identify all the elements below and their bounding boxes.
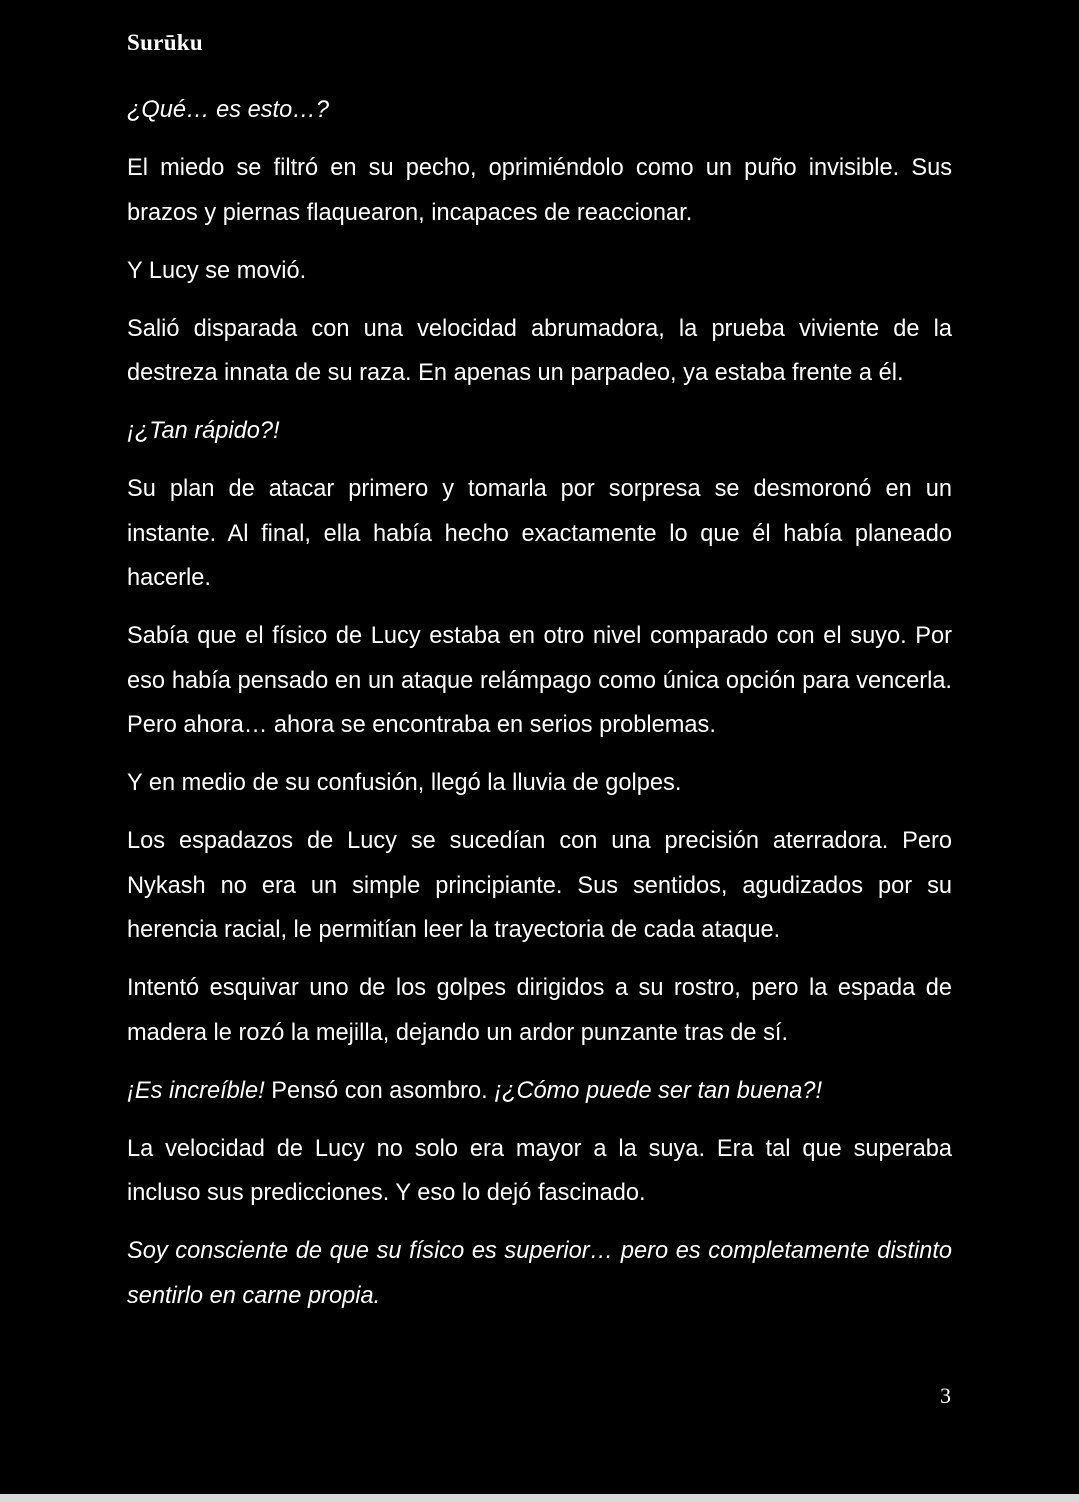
paragraph-12 xyxy=(127,1127,952,1216)
paragraph-text: Salió disparada con una velocidad abrumadora, la prueba viviente de la destreza innata de su raza. En apenas un parpadeo, ya estaba frente a él. xyxy=(127,315,952,386)
paragraph-2 xyxy=(127,146,952,235)
body-text xyxy=(127,88,952,1332)
paragraph-7 xyxy=(127,614,952,748)
paragraph-5 xyxy=(127,409,952,454)
paragraph-text: Los espadazos de Lucy se sucedían con una precisión aterradora. Pero Nykash no era un simple principiante. Sus sentidos, agudizados por su herencia racial, le permitían leer la trayectoria de cada ataque. xyxy=(127,828,952,943)
italic-thought: ¿Qué… es esto…? xyxy=(127,97,329,123)
paragraph-text: La velocidad de Lucy no solo era mayor a la suya. Era tal que superaba incluso sus predicciones. Y eso lo dejó fascinado. xyxy=(127,1135,952,1206)
paragraph-text: Intentó esquivar uno de los golpes dirigidos a su rostro, pero la espada de madera le rozó la mejilla, dejando un ardor punzante tras de sí. xyxy=(127,975,952,1046)
paragraph-13 xyxy=(127,1229,952,1318)
italic-thought: ¡Es increíble! xyxy=(127,1077,265,1104)
paragraph-6 xyxy=(127,467,952,601)
paragraph-text: Y Lucy se movió. xyxy=(127,257,307,284)
page-number: 3 xyxy=(940,1383,951,1408)
paragraph-text: Y en medio de su confusión, llegó la lluvia de golpes. xyxy=(127,770,682,796)
paragraph-10 xyxy=(127,966,952,1055)
running-header: Surūku xyxy=(127,30,203,55)
paragraph-11 xyxy=(127,1069,952,1114)
italic-thought: Soy consciente de que su físico es superior… pero es completamente distinto sentirlo en carne propia. xyxy=(127,1238,952,1309)
paragraph-4 xyxy=(127,307,952,396)
paragraph-9 xyxy=(127,819,952,953)
paragraph-text: Su plan de atacar primero y tomarla por sorpresa se desmoronó en un instante. Al final, ella había hecho exactamente lo que él había planeado hacerle. xyxy=(127,476,952,591)
paragraph-1 xyxy=(127,88,952,133)
paragraph-text: Sabía que el físico de Lucy estaba en otro nivel comparado con el suyo. Por eso había pensado en un ataque relámpago como única opción para vencerla. Pero ahora… ahora se encontraba en serios problemas. xyxy=(127,623,952,738)
paragraph-text: El miedo se filtró en su pecho, oprimiéndolo como un puño invisible. Sus brazos y piernas flaquearon, incapaces de reaccionar. xyxy=(127,155,952,226)
paragraph-text: Pensó con asombro. xyxy=(264,1077,495,1104)
italic-thought: ¡¿Cómo puede ser tan buena?! xyxy=(494,1077,823,1104)
paragraph-3 xyxy=(127,249,952,294)
page-bottom-edge xyxy=(0,1494,1079,1502)
paragraph-8 xyxy=(127,761,952,806)
italic-thought: ¡¿Tan rápido?! xyxy=(127,418,280,444)
